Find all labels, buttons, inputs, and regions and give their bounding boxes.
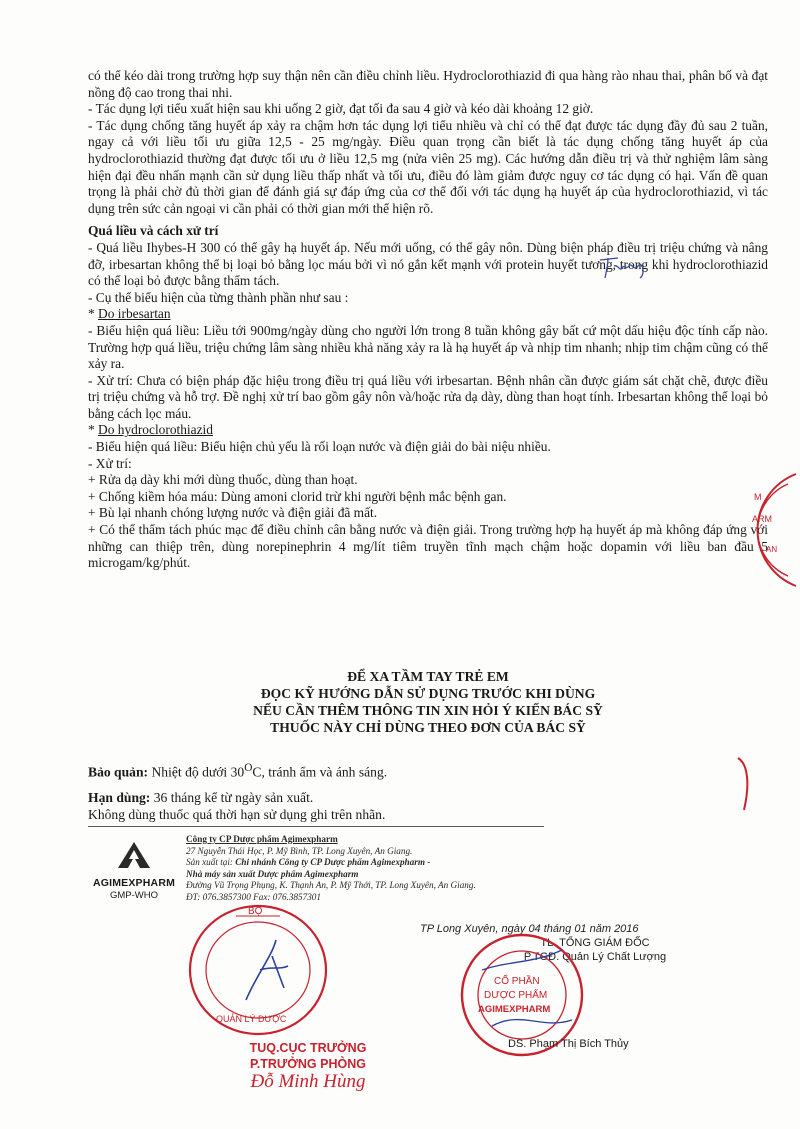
edge-stamp-fragment [746, 470, 800, 590]
expiry-label: Hạn dùng: [88, 789, 151, 805]
ministry-title: TUQ.CỤC TRƯỞNG [249, 1041, 367, 1055]
svg-text:DƯỢC PHẨM: DƯỢC PHẨM [484, 990, 548, 1001]
logo-cert: GMP-WHO [109, 890, 159, 901]
notice-line: THUỐC NÀY CHỈ DÙNG THEO ĐƠN CỦA BÁC SỸ [270, 720, 586, 735]
ministry-approval [238, 1040, 378, 1090]
produced-by-text: Chi nhánh Công ty CP Dược phẩm Agimexpharm - [235, 857, 431, 868]
storage-info [88, 760, 768, 823]
company-name: Công ty CP Dược phẩm Agimexpharm [186, 834, 338, 844]
storage-label: Bảo quản: [88, 764, 149, 780]
company-signer: DS. Phạm Thị Bích Thủy [508, 1038, 629, 1050]
signature-subtitle: P.TGĐ. Quản Lý Chất Lượng [523, 951, 667, 963]
expiry-line [88, 789, 768, 806]
svg-text:AN: AN [766, 545, 778, 554]
ministry-signer: Đỗ Minh Hùng [250, 1071, 366, 1092]
subheading-text: Do hydroclorothiazid [98, 422, 213, 438]
paragraph: + Bù lại nhanh chóng lượng nước và điện giải đã mất. [88, 505, 378, 521]
subheading-irbesartan: * Do irbesartan [88, 306, 171, 322]
warning-notice [88, 668, 768, 736]
ministry-subtitle: P.TRƯỞNG PHÒNG [250, 1057, 366, 1071]
factory-name: Nhà máy sản xuất Dược phẩm Agimexpharm [186, 868, 359, 879]
agimexpharm-logo-icon [114, 840, 154, 870]
subheading-hydroclorothiazid: * Do hydroclorothiazid [88, 422, 213, 438]
svg-text:BỘ: BỘ [248, 906, 263, 917]
signature-title: TL. TỔNG GIÁM ĐỐC [540, 937, 650, 949]
storage-text: Nhiệt độ dưới 30 [148, 764, 245, 780]
expiry-text: 36 tháng kể từ ngày sản xuất. [150, 789, 314, 805]
section-heading-overdose: Quá liều và cách xử trí [88, 223, 219, 239]
storage-text-post: C, tránh ẩm và ánh sáng. [252, 764, 388, 780]
paragraph: - Biểu hiện quá liều: Biểu hiện chủ yếu là rối loạn nước và điện giải do bài niệu nhiều. [88, 439, 551, 455]
produced-by-label: Sản xuất tại: [186, 857, 233, 868]
paragraph: - Biểu hiện quá liều: Liều tới 900mg/ngày dùng cho người lớn trong 8 tuần không gây bất cứ một dấu hiệu độc tính cấp nào. Trường hợp quá liều, triệu chứng lâm sàng nhiều khả năng xảy ra là hạ huyết áp và nhịp tim nhanh; nhịp tim chậm cũng có thể xảy ra. [88, 322, 768, 372]
subheading-text: Do irbesartan [98, 306, 171, 322]
paragraph: - Tác dụng chống tăng huyết áp xảy ra chậm hơn tác dụng lợi tiểu nhiều và chỉ có thể đạt được tác dụng đầy đủ sau 2 tuần, ngay cả với liều tối ưu giữa 12,5 - 25 mg/ngày. Điều quan trọng cần biết là tác dụng chống tăng huyết áp của hydroclorothiazid thường đạt được tối ưu ở liều 12,5 mg (nửa viên 25 mg). Các hướng dẫn điều trị và thử nghiệm lâm sàng hiện đại đều nhấn mạnh cần sử dụng liều thấp nhất và tối ưu, điều đó làm giảm được nguy cơ tác dụng có hại. Vấn đề quan trọng là phải chờ đủ thời gian để đánh giá sự đáp ứng của cơ thể đối với tác dụng hạ huyết áp của hydroclorothiazid, vì tác dụng trên sức cản ngoại vi cần phải có thời gian mới thể hiện rõ. [88, 117, 768, 216]
logo-brand: AGIMEXPHARM [92, 877, 176, 889]
company-address: 27 Nguyễn Thái Học, P. Mỹ Bình, TP. Long Xuyên, An Giang. [186, 845, 413, 856]
degree-sup: O [244, 762, 253, 774]
storage-line [88, 760, 768, 781]
svg-text:AGIMEXPHARM: AGIMEXPHARM [478, 1004, 551, 1015]
company-info [186, 834, 566, 904]
paragraph: - Tác dụng lợi tiểu xuất hiện sau khi uống 2 giờ, đạt tối đa sau 4 giờ và kéo dài khoảng 12 giờ. [88, 101, 594, 117]
svg-text:QUẢN LÝ DƯỢC: QUẢN LÝ DƯỢC [216, 1014, 287, 1024]
produced-by [186, 857, 566, 869]
notice-line: NẾU CẦN THÊM THÔNG TIN XIN HỎI Ý KIẾN BÁC SỸ [253, 703, 603, 718]
paragraph: - Xử trí: Chưa có biện pháp đặc hiệu trong điều trị quá liều với irbesartan. Bệnh nhân cần được giám sát chặt chẽ, được điều trị triệu chứng và hỗ trợ. Đề nghị xử trí bao gồm gây nôn và/hoặc rửa dạ dày, dùng than hoạt tính. Irbesartan không thể loại bỏ bằng cách lọc máu. [88, 372, 768, 421]
paragraph: - Xử trí: [88, 455, 132, 471]
paragraph: + Chống kiềm hóa máu: Dùng amoni clorid trừ khi người bệnh mắc bệnh gan. [88, 488, 507, 504]
paragraph: + Rửa dạ dày khi mới dùng thuốc, dùng than hoạt. [88, 472, 358, 488]
factory-address: Đường Vũ Trọng Phụng, K. Thạnh An, P. Mỹ Thới, TP. Long Xuyên, An Giang. [186, 880, 476, 891]
paragraph: - Cụ thể biểu hiện của từng thành phần như sau : [88, 289, 349, 305]
date-line: TP Long Xuyên, ngày 04 tháng 01 năm 2016 [420, 923, 639, 935]
svg-text:CỔ PHẦN: CỔ PHẦN [494, 976, 540, 987]
paragraph: + Có thể thẩm tách phúc mạc để điều chỉnh cân bằng nước và điện giải. Trong trường hợp hạ huyết áp mà không đáp ứng với những can thiệp trên, dùng norepinephrin 4 mg/lít tiêm truyền tĩnh mạch chậm hoặc dopamin với liều ban đầu 5 microgam/kg/phút. [88, 522, 768, 571]
ministry-stamp [176, 896, 346, 1046]
svg-text:M: M [754, 492, 762, 502]
paragraph: có thể kéo dài trong trường hợp suy thận nên cần điều chỉnh liều. Hydroclorothiazid đi qua hàng rào nhau thai, phân bố và đạt nồng độ cao trong thai nhi. [88, 68, 768, 100]
notice-line: ĐỌC KỸ HƯỚNG DẪN SỬ DỤNG TRƯỚC KHI DÙNG [260, 686, 596, 701]
company-logo [84, 840, 184, 906]
svg-text:ARM: ARM [752, 514, 772, 524]
notice-line: ĐỂ XA TẦM TAY TRẺ EM [347, 669, 509, 684]
handwritten-initials [596, 252, 656, 282]
company-phone: ĐT: 076.3857300 Fax: 076.3857301 [186, 891, 321, 902]
divider [88, 826, 544, 827]
paragraph: - Quá liều Ihybes-H 300 có thể gây hạ huyết áp. Nếu mới uống, có thể gây nôn. Dùng biện pháp điều trị triệu chứng và nâng đỡ, irbesartan không thể bị loại bỏ bằng lọc máu bởi vì nó gắn kết mạnh với protein huyết tương, trong khi hydroclorothiazid có thể loại bỏ được bằng thẩm tách. [88, 239, 768, 289]
expiry-note: Không dùng thuốc quá thời hạn sử dụng ghi trên nhãn. [88, 806, 386, 822]
document-body [88, 68, 768, 572]
